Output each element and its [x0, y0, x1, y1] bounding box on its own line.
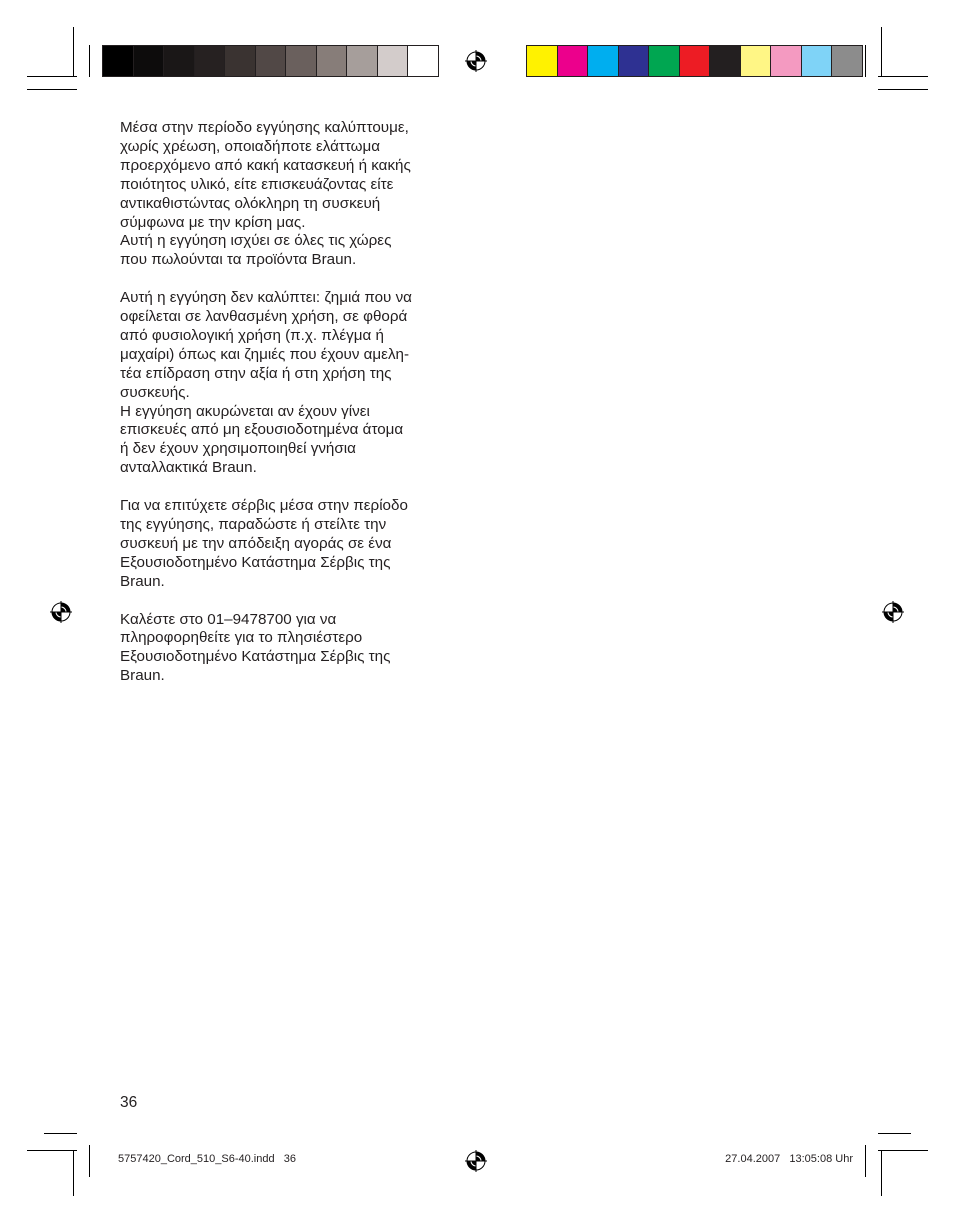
crop-mark	[881, 27, 882, 77]
color-swatch	[831, 45, 863, 77]
color-swatch	[224, 45, 256, 77]
paragraph-warranty-exclusions: Αυτή η εγγύηση δεν καλύπτει: ζημιά που να οφείλεται σε λανθασμένη χρήση, σε φθορά από φυσιολογική χρήση (π.χ. πλέγμα ή μαχαίρι) όπως και ζημιές που έχουν αμελη- τέα επίδραση στην αξία ή στη χρήση της συσκευής. Η εγγύηση ακυρώνεται αν έχουν γίνει επισκευές από μη εξουσιοδοτημένα άτομα ή δεν έχουν χρησιμοποιηθεί γνήσια ανταλλακτικά Braun.	[120, 289, 412, 477]
registration-mark-icon	[465, 1150, 487, 1172]
color-swatch	[255, 45, 287, 77]
color-swatch	[102, 45, 134, 77]
color-swatch	[801, 45, 833, 77]
crop-mark	[27, 76, 77, 77]
color-swatch	[346, 45, 378, 77]
color-swatch	[618, 45, 650, 77]
crop-mark	[73, 27, 74, 77]
grayscale-color-bar	[103, 45, 439, 77]
crop-mark	[89, 45, 90, 77]
crop-mark	[878, 76, 928, 77]
crop-mark	[27, 89, 77, 90]
process-color-bar	[527, 45, 863, 77]
color-swatch	[285, 45, 317, 77]
paragraph-service-procedure: Για να επιτύχετε σέρβις μέσα στην περίοδο της εγγύησης, παραδώστε ή στείλτε την συσκευή με την απόδειξη αγοράς σε ένα Εξουσιοδοτημένο Κατάστημα Σέρβις της Braun.	[120, 497, 408, 590]
color-swatch	[377, 45, 409, 77]
crop-mark	[878, 1150, 928, 1151]
color-swatch	[587, 45, 619, 77]
paragraph-warranty-coverage: Μέσα στην περίοδο εγγύησης καλύπτουμε, χωρίς χρέωση, οποιαδήποτε ελάττωμα προερχόμενο από κακή κατασκευή ή κακής ποιότητος υλικό, είτε επισκευάζοντας είτε αντικαθιστώντας ολόκληρη τη συσκευή σύμφωνα με την κρίση μας. Αυτή η εγγύηση ισχύει σε όλες τις χώρες που πωλούνται τα προϊόντα Braun.	[120, 119, 411, 269]
color-swatch	[316, 45, 348, 77]
slug-file-name: 5757420_Cord_510_S6-40.indd 36	[118, 1153, 296, 1165]
warranty-text	[120, 119, 480, 705]
color-swatch	[194, 45, 226, 77]
crop-mark	[865, 1145, 866, 1177]
crop-mark	[89, 1145, 90, 1177]
color-swatch	[740, 45, 772, 77]
crop-mark	[73, 1150, 74, 1196]
crop-mark	[878, 89, 928, 90]
color-swatch	[679, 45, 711, 77]
crop-mark	[27, 1150, 77, 1151]
paragraph-service-contact: Καλέστε στο 01–9478700 για να πληροφορηθείτε για το πλησιέστερο Εξουσιοδοτημένο Κατάστημα Σέρβις της Braun.	[120, 610, 391, 685]
registration-mark-icon	[465, 50, 487, 72]
crop-mark	[878, 1133, 911, 1134]
page-number: 36	[120, 1094, 138, 1111]
color-swatch	[770, 45, 802, 77]
crop-mark	[44, 1133, 77, 1134]
registration-mark-icon	[50, 601, 72, 623]
color-swatch	[133, 45, 165, 77]
slug-timestamp: 27.04.2007 13:05:08 Uhr	[725, 1153, 853, 1165]
color-swatch	[557, 45, 589, 77]
registration-mark-icon	[882, 601, 904, 623]
color-swatch	[709, 45, 741, 77]
color-swatch	[407, 45, 439, 77]
color-swatch	[648, 45, 680, 77]
color-swatch	[526, 45, 558, 77]
color-swatch	[163, 45, 195, 77]
crop-mark	[881, 1150, 882, 1196]
crop-mark	[865, 45, 866, 77]
